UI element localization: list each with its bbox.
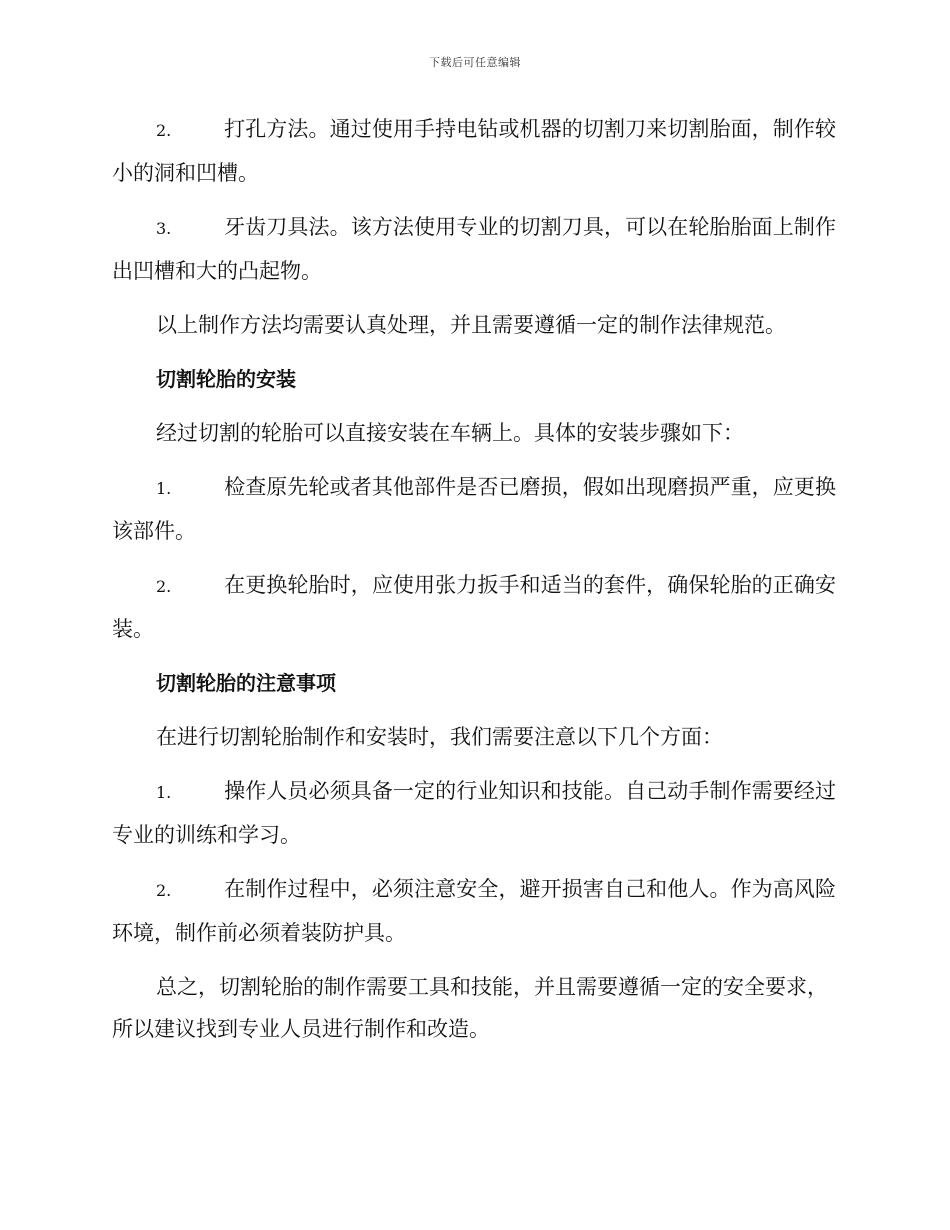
- list-number: 2.: [156, 121, 172, 140]
- list-text: 在制作过程中，必须注意安全，避开损害自己和他人。作为高风险环境，制作前必须着装防护具。: [112, 877, 836, 945]
- list-text: 打孔方法。通过使用手持电钻或机器的切割刀来切割胎面，制作较小的洞和凹槽。: [112, 117, 836, 185]
- paragraph: 经过切割的轮胎可以直接安装在车辆上。具体的安装步骤如下：: [156, 421, 744, 445]
- list-item: [112, 868, 836, 954]
- section-heading-notes: 切割轮胎的注意事项: [156, 671, 336, 695]
- list-item: [112, 206, 836, 292]
- document-body: [112, 108, 836, 1062]
- list-number: 1.: [156, 479, 172, 498]
- list-item: [112, 108, 836, 194]
- list-text: 牙齿刀具法。该方法使用专业的切割刀具，可以在轮胎胎面上制作出凹槽和大的凸起物。: [112, 215, 836, 283]
- list-number: 3.: [156, 219, 172, 238]
- list-item: [112, 770, 836, 856]
- list-number: 2.: [156, 881, 172, 900]
- list-number: 1.: [156, 783, 172, 802]
- list-item: [112, 564, 836, 650]
- paragraph: 以上制作方法均需要认真处理，并且需要遵循一定的制作法律规范。: [156, 313, 786, 337]
- list-item: [112, 466, 836, 552]
- list-number: 2.: [156, 577, 172, 596]
- list-text: 在更换轮胎时，应使用张力扳手和适当的套件，确保轮胎的正确安装。: [112, 573, 836, 641]
- list-text: 检查原先轮或者其他部件是否已磨损，假如出现磨损严重，应更换该部件。: [112, 475, 836, 543]
- section-heading-install: 切割轮胎的安装: [156, 367, 296, 391]
- list-text: 操作人员必须具备一定的行业知识和技能。自己动手制作需要经过专业的训练和学习。: [112, 779, 836, 847]
- page-header: 下载后可任意编辑: [429, 56, 521, 69]
- paragraph: 总之，切割轮胎的制作需要工具和技能，并且需要遵循一定的安全要求，所以建议找到专业人员进行制作和改造。: [112, 975, 828, 1041]
- paragraph: 在进行切割轮胎制作和安装时，我们需要注意以下几个方面：: [156, 725, 723, 749]
